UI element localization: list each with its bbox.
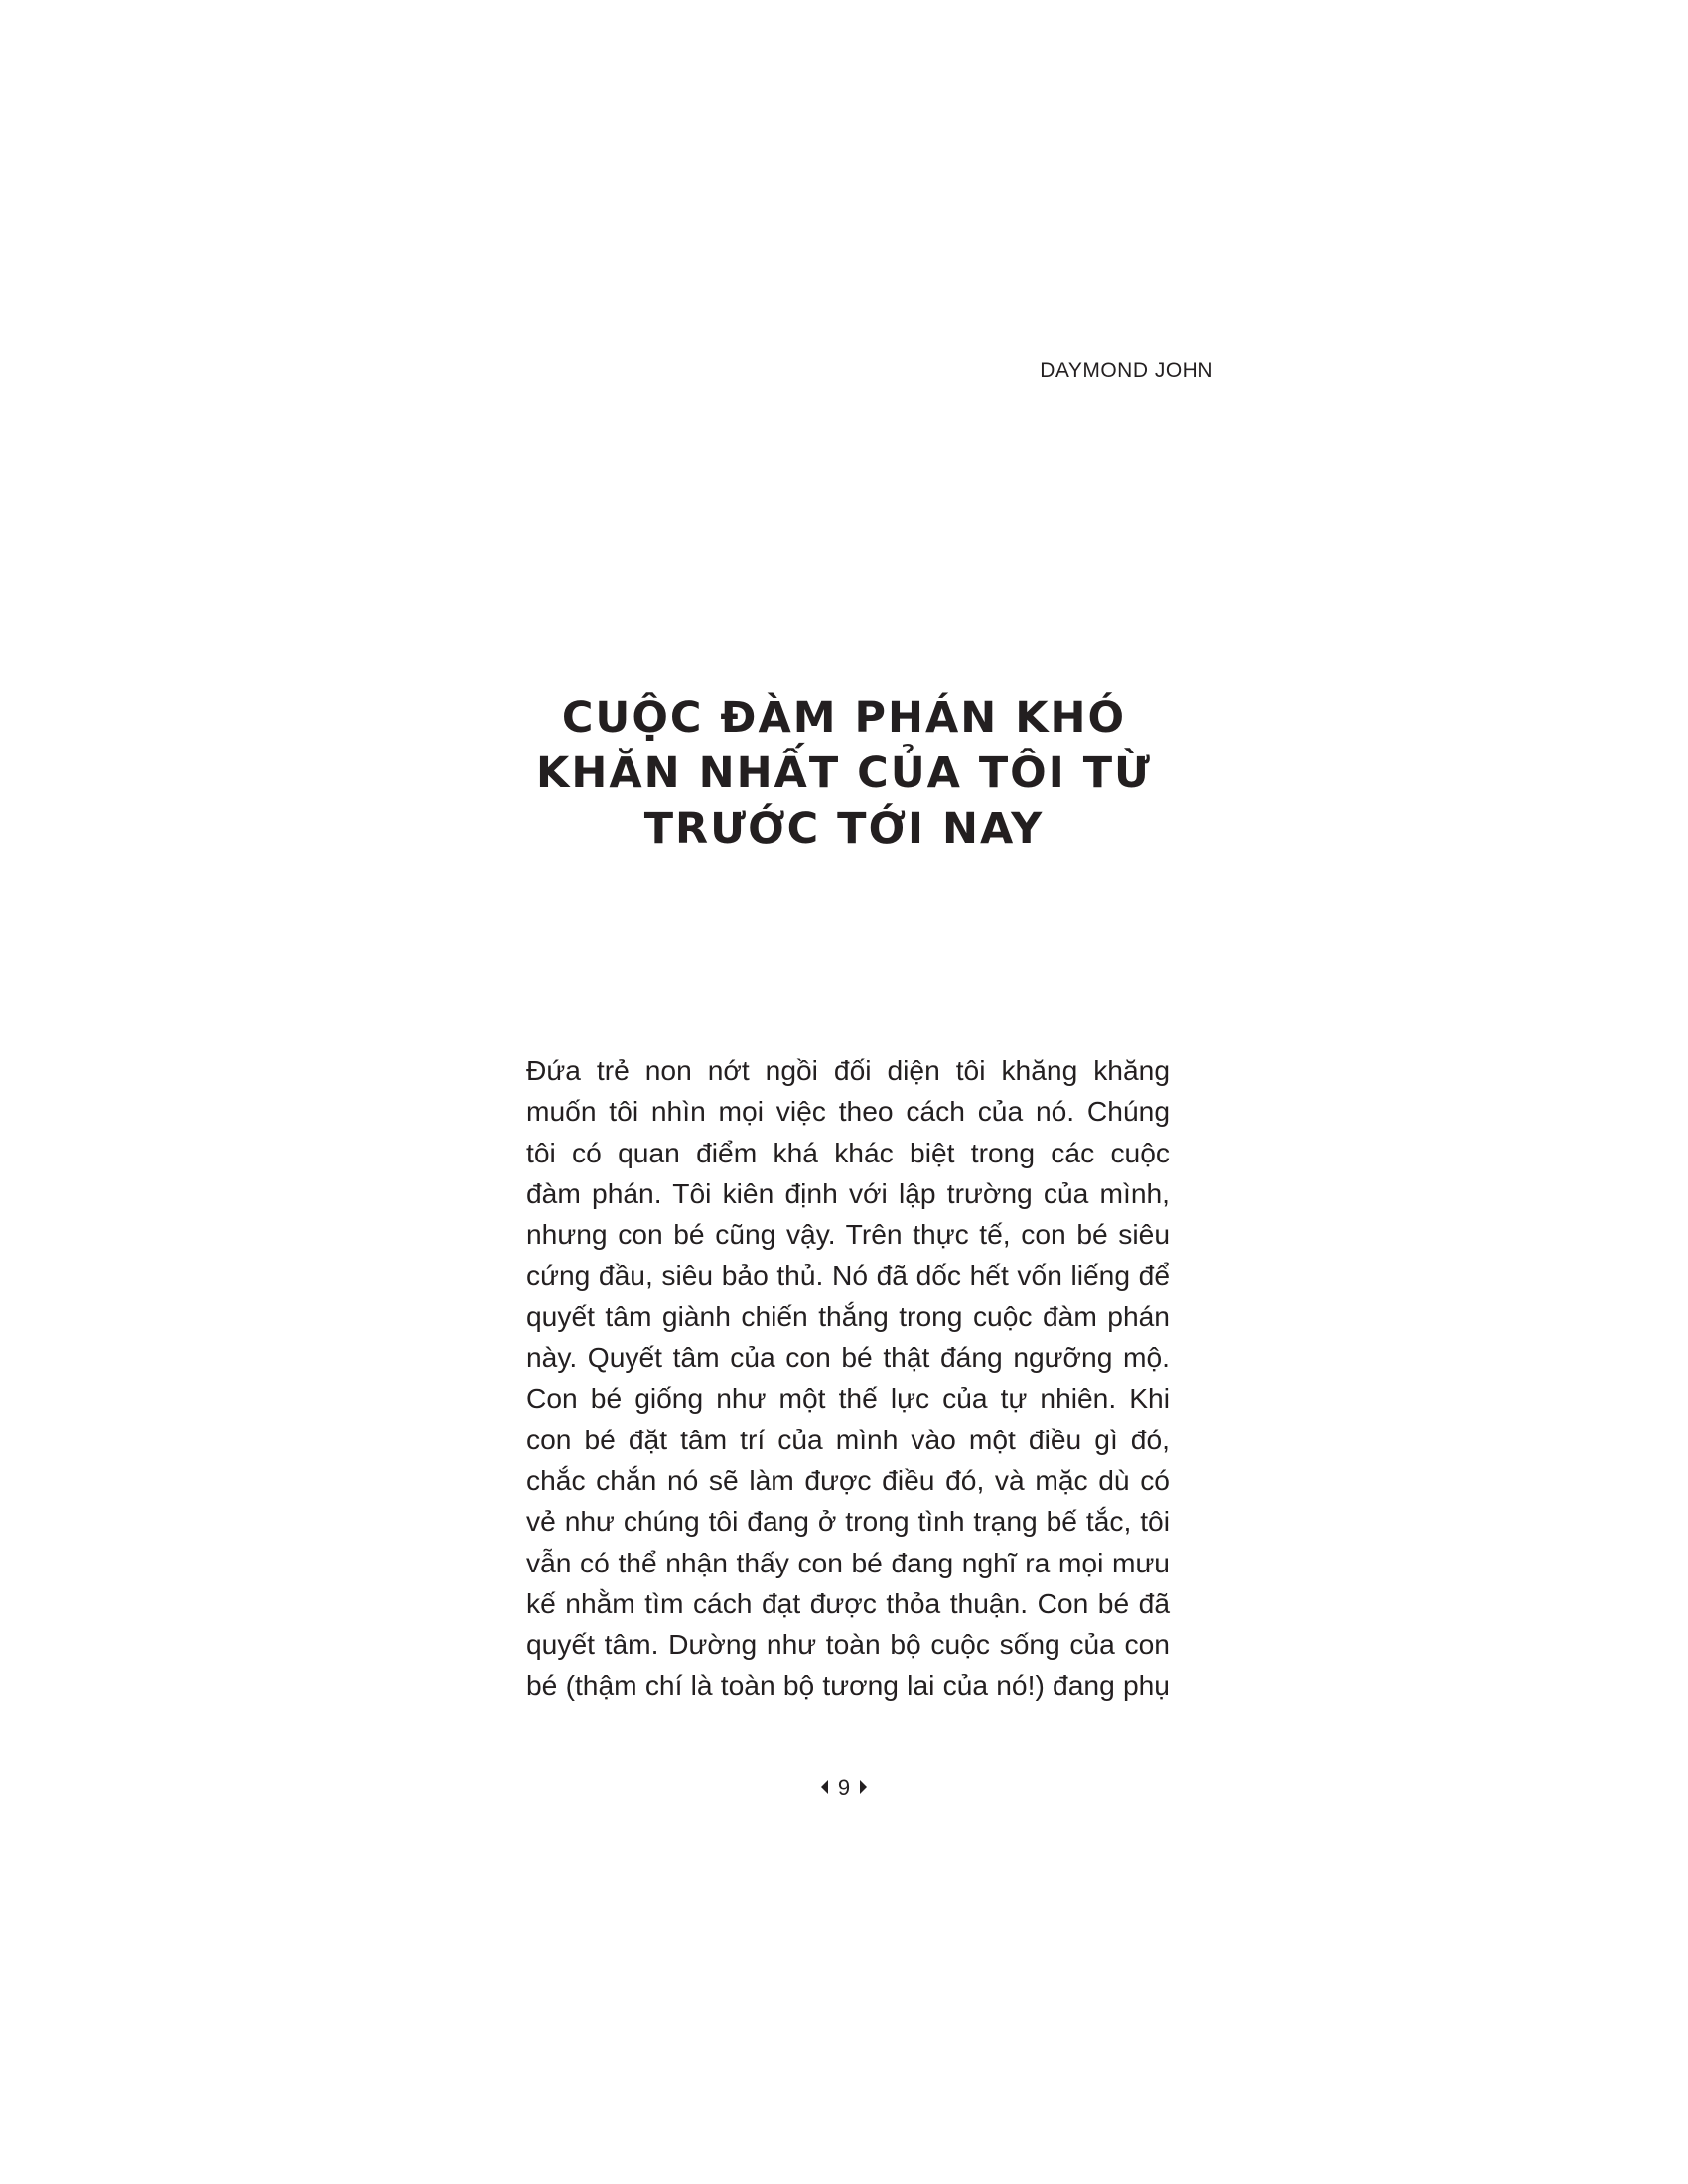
- body-line: chắc chắn nó sẽ làm được điều đó, và mặc dù có: [526, 1463, 1170, 1496]
- triangle-right-icon: [860, 1780, 867, 1794]
- page-number: 9: [837, 1775, 851, 1800]
- body-paragraph: [526, 1050, 1170, 1706]
- body-line: bé (thậm chí là toàn bộ tương lai của nó!) đang phụ: [526, 1669, 1170, 1702]
- chapter-title-line: TRƯỚC TỚI NAY: [643, 804, 1045, 854]
- running-head-author: DAYMOND JOHN: [1040, 359, 1213, 382]
- body-line: Đứa trẻ non nớt ngồi đối diện tôi khăng khăng: [526, 1054, 1170, 1086]
- triangle-left-icon: [821, 1780, 828, 1794]
- chapter-title: [516, 690, 1172, 857]
- body-line: Con bé giống như một thế lực của tự nhiên. Khi: [526, 1382, 1170, 1415]
- body-line: tôi có quan điểm khá khác biệt trong các cuộc: [526, 1136, 1170, 1168]
- body-line: quyết tâm. Dường như toàn bộ cuộc sống của con: [526, 1628, 1170, 1661]
- body-line: vẻ như chúng tôi đang ở trong tình trạng bế tắc, tôi: [526, 1505, 1170, 1538]
- body-line: con bé đặt tâm trí của mình vào một điều gì đó,: [526, 1423, 1170, 1455]
- chapter-title-line: KHĂN NHẤT CỦA TÔI TỪ: [536, 749, 1152, 798]
- body-line: vẫn có thể nhận thấy con bé đang nghĩ ra mọi mưu: [526, 1546, 1170, 1578]
- body-line: quyết tâm giành chiến thắng trong cuộc đàm phán: [526, 1299, 1170, 1332]
- body-line: nhưng con bé cũng vậy. Trên thực tế, con bé siêu: [526, 1218, 1170, 1251]
- body-line: đàm phán. Tôi kiên định với lập trường của mình,: [526, 1176, 1170, 1209]
- page-number-footer: [0, 1775, 1688, 1801]
- body-line: kế nhằm tìm cách đạt được thỏa thuận. Con bé đã: [526, 1586, 1170, 1619]
- chapter-title-line: CUỘC ĐÀM PHÁN KHÓ: [561, 693, 1127, 743]
- body-line: muốn tôi nhìn mọi việc theo cách của nó. Chúng: [526, 1095, 1170, 1128]
- body-line: này. Quyết tâm của con bé thật đáng ngưỡng mộ.: [526, 1341, 1170, 1374]
- body-line: cứng đầu, siêu bảo thủ. Nó đã dốc hết vốn liếng để: [526, 1259, 1170, 1292]
